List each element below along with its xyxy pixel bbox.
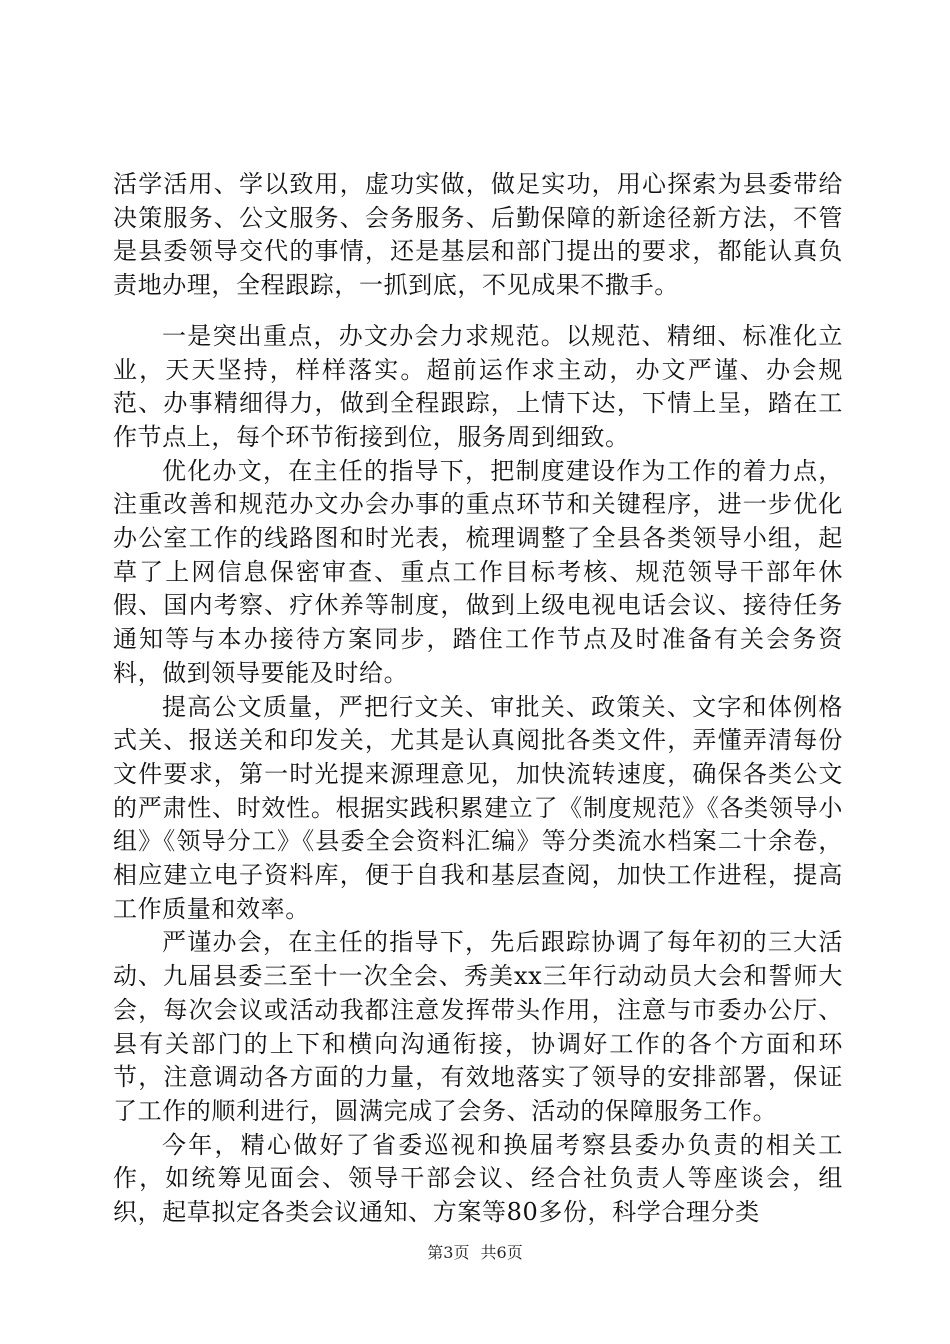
paragraph-continued: 活学活用、学以致用，虚功实做，做足实功，用心探索为县委带给决策服务、公文服务、会务服务、后勤保障的新途径新方法，不管是县委领导交代的事情，还是基层和部门提出的要求，都能认真负责地办理，全程跟踪，一抓到底，不见成果不撒手。 [113, 170, 843, 300]
paragraph-this-year: 今年，精心做好了省委巡视和换届考察县委办负责的相关工作，如统筹见面会、领导干部会议、经合社负责人等座谈会，组织，起草拟定各类会议通知、方案等80多份，科学合理分类 [113, 1130, 843, 1227]
paragraph-optimize-documents: 优化办文，在主任的指导下，把制度建设作为工作的着力点，注重改善和规范办文办会办事的重点环节和关键程序，进一步优化办公室工作的线路图和时光表，梳理调整了全县各类领导小组，起草了上网信息保密审查、重点工作目标考核、规范领导干部年休假、国内考察、疗休养等制度，做到上级电视电话会议、接待任务通知等与本办接待方案同步，踏住工作节点及时准备有关会务资料，做到领导要能及时给。 [113, 456, 843, 687]
body-text [113, 168, 843, 1230]
page-total: 共6页 [480, 1243, 523, 1262]
page-number: 第3页 [427, 1243, 470, 1262]
page-footer [0, 1243, 950, 1263]
paragraph-meeting-organization: 严谨办会，在主任的指导下，先后跟踪协调了每年初的三大活动、九届县委三至十一次全会、秀美xx三年行动动员大会和誓师大会，每次会议或活动我都注意发挥带头作用，注意与市委办公厅、县有关部门的上下和横向沟通衔接，协调好工作的各个方面和环节，注意调动各方面的力量，有效地落实了领导的安排部署，保证了工作的顺利进行，圆满完成了会务、活动的保障服务工作。 [113, 928, 843, 1125]
paragraph-highlight-standardization: 一是突出重点，办文办会力求规范。以规范、精细、标准化立业，天天坚持，样样落实。超前运作求主动，办文严谨、办会规范、办事精细得力，做到全程跟踪，上情下达，下情上呈，踏在工作节点上，每个环节衔接到位，服务周到细致。 [113, 321, 843, 451]
paragraph-document-quality: 提高公文质量，严把行文关、审批关、政策关、文字和体例格式关、报送关和印发关，尤其是认真阅批各类文件，弄懂弄清每份文件要求，第一时光提来源理意见，加快流转速度，确保各类公文的严肃性、时效性。根据实践积累建立了《制度规范》《各类领导小组》《领导分工》《县委全会资料汇编》等分类流水档案二十余卷，相应建立电子资料库，便于自我和基层查阅，加快工作进程，提高工作质量和效率。 [113, 692, 843, 923]
